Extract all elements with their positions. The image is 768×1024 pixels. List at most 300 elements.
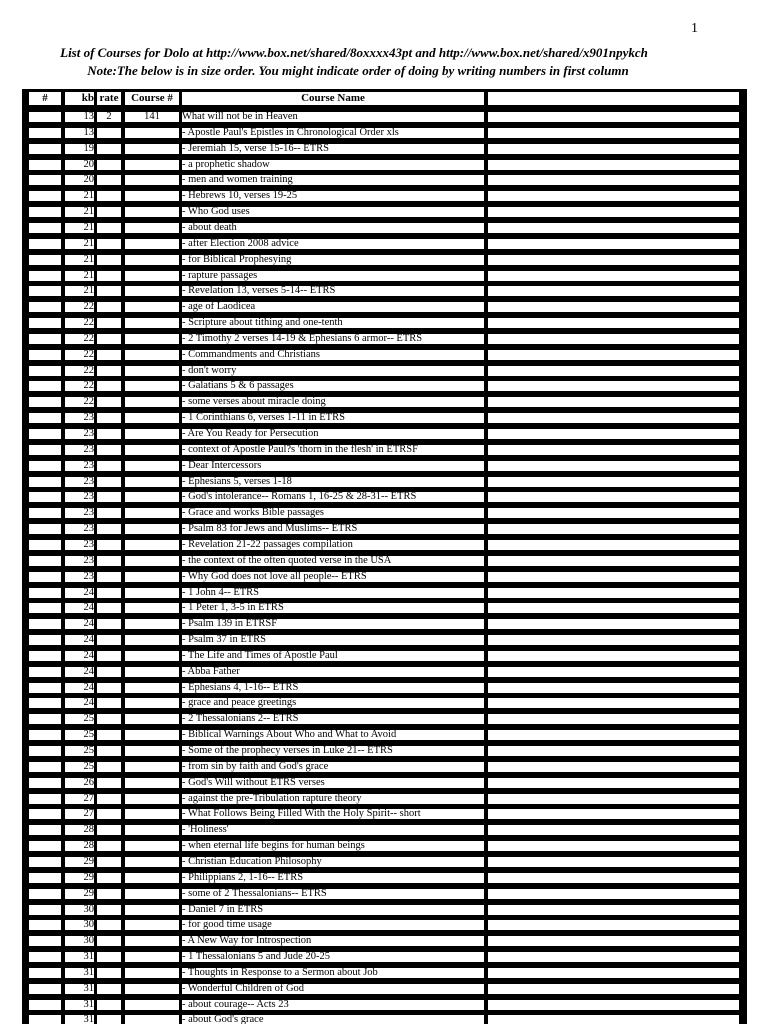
table-row xyxy=(22,331,747,347)
cell-rate xyxy=(97,651,121,661)
table-row xyxy=(22,299,747,315)
cell-rate xyxy=(97,223,121,233)
cell-kb: 22 xyxy=(65,318,94,328)
cell-kb: 21 xyxy=(65,255,94,265)
cell-course-number xyxy=(125,920,179,930)
cell-rate xyxy=(97,429,121,439)
cell-number xyxy=(29,429,61,439)
table-row xyxy=(22,854,747,870)
cell-course-name: - 1 John 4-- ETRS xyxy=(182,588,484,598)
cell-kb: 23 xyxy=(65,524,94,534)
cell-course-name: - Daniel 7 in ETRS xyxy=(182,905,484,915)
cell-notes xyxy=(488,952,739,962)
column-header-course-name: Course Name xyxy=(182,92,484,105)
column-header-kb: kb xyxy=(65,92,94,105)
cell-kb: 23 xyxy=(65,477,94,487)
cell-kb: 24 xyxy=(65,603,94,613)
cell-number xyxy=(29,714,61,724)
cell-rate xyxy=(97,762,121,772)
cell-kb: 21 xyxy=(65,207,94,217)
cell-course-name: - after Election 2008 advice xyxy=(182,239,484,249)
cell-rate xyxy=(97,366,121,376)
cell-number xyxy=(29,905,61,915)
cell-number xyxy=(29,936,61,946)
cell-notes xyxy=(488,271,739,281)
cell-course-name: - about God's grace xyxy=(182,1015,484,1024)
cell-number xyxy=(29,207,61,217)
cell-course-name: - a prophetic shadow xyxy=(182,160,484,170)
cell-course-number xyxy=(125,683,179,693)
cell-course-name: - some verses about miracle doing xyxy=(182,397,484,407)
cell-number xyxy=(29,603,61,613)
cell-notes xyxy=(488,397,739,407)
table-row xyxy=(22,759,747,775)
table-row xyxy=(22,585,747,601)
cell-course-name: - God's intolerance-- Romans 1, 16-25 & 28-31-- ETRS xyxy=(182,492,484,502)
table-row xyxy=(22,632,747,648)
cell-rate xyxy=(97,128,121,138)
table-row xyxy=(22,806,747,822)
cell-notes xyxy=(488,1015,739,1024)
cell-rate xyxy=(97,746,121,756)
cell-course-number xyxy=(125,603,179,613)
cell-course-name: - Hebrews 10, verses 19-25 xyxy=(182,191,484,201)
cell-course-number xyxy=(125,366,179,376)
cell-kb: 22 xyxy=(65,366,94,376)
cell-number xyxy=(29,572,61,582)
cell-course-name: - Jeremiah 15, verse 15-16-- ETRS xyxy=(182,144,484,154)
table-row xyxy=(22,474,747,490)
cell-kb: 22 xyxy=(65,397,94,407)
table-row xyxy=(22,315,747,331)
cell-number xyxy=(29,524,61,534)
cell-notes xyxy=(488,223,739,233)
cell-course-number xyxy=(125,207,179,217)
cell-course-number xyxy=(125,952,179,962)
cell-course-number xyxy=(125,461,179,471)
table-row xyxy=(22,141,747,157)
cell-rate xyxy=(97,286,121,296)
cell-notes xyxy=(488,619,739,629)
cell-number xyxy=(29,413,61,423)
cell-rate xyxy=(97,873,121,883)
cell-kb: 21 xyxy=(65,271,94,281)
cell-number xyxy=(29,366,61,376)
cell-kb: 23 xyxy=(65,508,94,518)
cell-number xyxy=(29,984,61,994)
cell-course-name: - against the pre-Tribulation rapture theory xyxy=(182,794,484,804)
cell-number xyxy=(29,825,61,835)
cell-course-number xyxy=(125,413,179,423)
cell-rate xyxy=(97,603,121,613)
table-row xyxy=(22,616,747,632)
table-row xyxy=(22,442,747,458)
cell-course-number xyxy=(125,794,179,804)
cell-notes xyxy=(488,334,739,344)
cell-kb: 31 xyxy=(65,952,94,962)
cell-notes xyxy=(488,366,739,376)
cell-notes xyxy=(488,556,739,566)
cell-kb: 25 xyxy=(65,746,94,756)
cell-rate xyxy=(97,778,121,788)
cell-rate xyxy=(97,667,121,677)
cell-number xyxy=(29,556,61,566)
cell-kb: 19 xyxy=(65,144,94,154)
cell-notes xyxy=(488,635,739,645)
cell-course-name: - Psalm 37 in ETRS xyxy=(182,635,484,645)
cell-number xyxy=(29,1000,61,1010)
table-row xyxy=(22,965,747,981)
cell-course-number xyxy=(125,477,179,487)
cell-course-name: - Grace and works Bible passages xyxy=(182,508,484,518)
cell-rate xyxy=(97,635,121,645)
cell-kb: 22 xyxy=(65,302,94,312)
cell-course-name: - Abba Father xyxy=(182,667,484,677)
cell-number xyxy=(29,873,61,883)
cell-course-name: - Apostle Paul's Epistles in Chronological Order xls xyxy=(182,128,484,138)
cell-course-name: - Why God does not love all people-- ETRS xyxy=(182,572,484,582)
cell-kb: 30 xyxy=(65,936,94,946)
cell-number xyxy=(29,302,61,312)
cell-course-number xyxy=(125,730,179,740)
cell-rate xyxy=(97,271,121,281)
cell-course-name: - 1 Corinthians 6, verses 1-11 in ETRS xyxy=(182,413,484,423)
cell-course-name: - some of 2 Thessalonians-- ETRS xyxy=(182,889,484,899)
cell-course-name: - Galatians 5 & 6 passages xyxy=(182,381,484,391)
cell-kb: 20 xyxy=(65,175,94,185)
cell-number xyxy=(29,698,61,708)
cell-course-number xyxy=(125,746,179,756)
cell-kb: 31 xyxy=(65,984,94,994)
cell-notes xyxy=(488,730,739,740)
cell-kb: 29 xyxy=(65,857,94,867)
table-row xyxy=(22,505,747,521)
cell-notes xyxy=(488,413,739,423)
cell-number xyxy=(29,540,61,550)
cell-notes xyxy=(488,984,739,994)
table-header-row xyxy=(22,89,747,105)
cell-course-name: - about courage-- Acts 23 xyxy=(182,1000,484,1010)
cell-notes xyxy=(488,286,739,296)
cell-notes xyxy=(488,920,739,930)
cell-course-number xyxy=(125,936,179,946)
cell-kb: 30 xyxy=(65,920,94,930)
cell-number xyxy=(29,255,61,265)
cell-rate xyxy=(97,160,121,170)
cell-notes xyxy=(488,889,739,899)
cell-course-name: - Some of the prophecy verses in Luke 21-- ETRS xyxy=(182,746,484,756)
cell-rate xyxy=(97,920,121,930)
cell-rate xyxy=(97,572,121,582)
cell-course-number xyxy=(125,302,179,312)
cell-rate xyxy=(97,698,121,708)
cell-number xyxy=(29,350,61,360)
cell-course-name: - The Life and Times of Apostle Paul xyxy=(182,651,484,661)
cell-course-name: - Scripture about tithing and one-tenth xyxy=(182,318,484,328)
cell-number xyxy=(29,667,61,677)
cell-course-number xyxy=(125,175,179,185)
cell-course-name: What will not be in Heaven xyxy=(182,112,484,122)
table-row xyxy=(22,648,747,664)
cell-course-number xyxy=(125,271,179,281)
cell-rate xyxy=(97,952,121,962)
cell-rate xyxy=(97,889,121,899)
table-row xyxy=(22,727,747,743)
cell-number xyxy=(29,651,61,661)
cell-course-number xyxy=(125,128,179,138)
cell-kb: 29 xyxy=(65,873,94,883)
table-row xyxy=(22,458,747,474)
table-row xyxy=(22,172,747,188)
cell-number xyxy=(29,968,61,978)
cell-course-number xyxy=(125,191,179,201)
cell-kb: 24 xyxy=(65,635,94,645)
table-row xyxy=(22,521,747,537)
cell-course-name: - Philippians 2, 1-16-- ETRS xyxy=(182,873,484,883)
cell-notes xyxy=(488,603,739,613)
cell-course-number xyxy=(125,381,179,391)
cell-course-name: - 2 Timothy 2 verses 14-19 & Ephesians 6 armor-- ETRS xyxy=(182,334,484,344)
cell-number xyxy=(29,920,61,930)
table-row xyxy=(22,236,747,252)
cell-course-number xyxy=(125,508,179,518)
table-row xyxy=(22,600,747,616)
table-row xyxy=(22,917,747,933)
cell-number xyxy=(29,778,61,788)
cell-course-number xyxy=(125,255,179,265)
cell-course-number xyxy=(125,350,179,360)
document-title: List of Courses for Dolo at http://www.box.net/shared/8oxxxx43pt and http://www.box.net/shared/x901npykch xyxy=(60,45,648,60)
table-row xyxy=(22,553,747,569)
cell-rate xyxy=(97,556,121,566)
table-row xyxy=(22,886,747,902)
cell-course-number xyxy=(125,445,179,455)
column-header-number: # xyxy=(29,92,61,105)
cell-course-number xyxy=(125,968,179,978)
cell-rate xyxy=(97,794,121,804)
cell-kb: 21 xyxy=(65,223,94,233)
cell-course-name: - rapture passages xyxy=(182,271,484,281)
cell-rate xyxy=(97,255,121,265)
document-note: Note:The below is in size order. You might indicate order of doing by writing numbers in first column xyxy=(87,63,629,78)
cell-course-name: - Ephesians 5, verses 1-18 xyxy=(182,477,484,487)
cell-course-number xyxy=(125,572,179,582)
cell-course-number xyxy=(125,651,179,661)
table-row xyxy=(22,188,747,204)
cell-number xyxy=(29,477,61,487)
cell-kb: 21 xyxy=(65,286,94,296)
cell-kb: 23 xyxy=(65,492,94,502)
table-row xyxy=(22,933,747,949)
cell-notes xyxy=(488,905,739,915)
cell-course-number xyxy=(125,239,179,249)
cell-number xyxy=(29,271,61,281)
cell-notes xyxy=(488,128,739,138)
cell-rate xyxy=(97,683,121,693)
table-row xyxy=(22,410,747,426)
table-row xyxy=(22,680,747,696)
cell-course-name: - Psalm 139 in ETRSF xyxy=(182,619,484,629)
cell-rate xyxy=(97,524,121,534)
table-row xyxy=(22,363,747,379)
cell-notes xyxy=(488,540,739,550)
table-row xyxy=(22,775,747,791)
cell-kb: 24 xyxy=(65,698,94,708)
table-row xyxy=(22,347,747,363)
table-row xyxy=(22,997,747,1013)
cell-kb: 23 xyxy=(65,556,94,566)
cell-course-number xyxy=(125,524,179,534)
cell-notes xyxy=(488,445,739,455)
cell-notes xyxy=(488,572,739,582)
cell-kb: 24 xyxy=(65,651,94,661)
cell-kb: 25 xyxy=(65,714,94,724)
cell-course-number xyxy=(125,540,179,550)
cell-course-name: - Revelation 13, verses 5-14-- ETRS xyxy=(182,286,484,296)
cell-number xyxy=(29,318,61,328)
table-row xyxy=(22,125,747,141)
cell-rate xyxy=(97,809,121,819)
cell-rate xyxy=(97,461,121,471)
table-row xyxy=(22,157,747,173)
table-row xyxy=(22,870,747,886)
cell-rate xyxy=(97,968,121,978)
table-row xyxy=(22,268,747,284)
cell-course-name: - 2 Thessalonians 2-- ETRS xyxy=(182,714,484,724)
table-row xyxy=(22,711,747,727)
table-row xyxy=(22,902,747,918)
cell-notes xyxy=(488,857,739,867)
table-row xyxy=(22,981,747,997)
cell-rate xyxy=(97,334,121,344)
cell-number xyxy=(29,683,61,693)
cell-kb: 27 xyxy=(65,809,94,819)
cell-course-name: - for Biblical Prophesying xyxy=(182,255,484,265)
cell-kb: 23 xyxy=(65,429,94,439)
cell-course-number xyxy=(125,889,179,899)
cell-kb: 24 xyxy=(65,667,94,677)
table-row xyxy=(22,394,747,410)
cell-kb: 22 xyxy=(65,381,94,391)
cell-rate xyxy=(97,207,121,217)
cell-number xyxy=(29,397,61,407)
cell-kb: 27 xyxy=(65,794,94,804)
cell-course-name: - context of Apostle Paul?s 'thorn in the flesh' in ETRSF xyxy=(182,445,484,455)
cell-kb: 30 xyxy=(65,905,94,915)
table-row xyxy=(22,220,747,236)
cell-number xyxy=(29,445,61,455)
table-row xyxy=(22,664,747,680)
cell-course-number xyxy=(125,778,179,788)
cell-notes xyxy=(488,714,739,724)
cell-notes xyxy=(488,302,739,312)
cell-course-number xyxy=(125,334,179,344)
cell-rate xyxy=(97,984,121,994)
table-row xyxy=(22,791,747,807)
cell-course-number xyxy=(125,318,179,328)
cell-rate xyxy=(97,381,121,391)
cell-number xyxy=(29,461,61,471)
cell-kb: 26 xyxy=(65,778,94,788)
table-row xyxy=(22,743,747,759)
cell-rate xyxy=(97,144,121,154)
cell-rate xyxy=(97,318,121,328)
cell-number xyxy=(29,889,61,899)
cell-course-name: - don't worry xyxy=(182,366,484,376)
cell-course-name: - Thoughts in Response to a Sermon about Job xyxy=(182,968,484,978)
cell-number xyxy=(29,730,61,740)
column-header-notes xyxy=(488,92,739,105)
cell-kb: 24 xyxy=(65,619,94,629)
cell-kb: 23 xyxy=(65,413,94,423)
cell-notes xyxy=(488,207,739,217)
cell-rate xyxy=(97,540,121,550)
cell-course-number xyxy=(125,698,179,708)
cell-course-number xyxy=(125,1000,179,1010)
cell-course-name: - about death xyxy=(182,223,484,233)
cell-course-name: - Christian Education Philosophy xyxy=(182,857,484,867)
cell-course-number xyxy=(125,825,179,835)
cell-kb: 29 xyxy=(65,889,94,899)
cell-course-number xyxy=(125,857,179,867)
cell-kb: 23 xyxy=(65,540,94,550)
cell-kb: 23 xyxy=(65,445,94,455)
cell-notes xyxy=(488,461,739,471)
cell-number xyxy=(29,112,61,122)
cell-rate xyxy=(97,825,121,835)
cell-rate xyxy=(97,1015,121,1024)
cell-rate xyxy=(97,730,121,740)
cell-notes xyxy=(488,175,739,185)
cell-number xyxy=(29,952,61,962)
cell-kb: 21 xyxy=(65,239,94,249)
cell-course-name: - Psalm 83 for Jews and Muslims-- ETRS xyxy=(182,524,484,534)
cell-number xyxy=(29,381,61,391)
cell-notes xyxy=(488,112,739,122)
cell-number xyxy=(29,1015,61,1024)
cell-kb: 13 xyxy=(65,128,94,138)
page-number: 1 xyxy=(691,21,698,36)
table-row xyxy=(22,822,747,838)
cell-notes xyxy=(488,239,739,249)
cell-notes xyxy=(488,350,739,360)
cell-kb: 21 xyxy=(65,191,94,201)
cell-number xyxy=(29,144,61,154)
cell-course-name: - God's Will without ETRS verses xyxy=(182,778,484,788)
cell-course-number xyxy=(125,160,179,170)
cell-number xyxy=(29,508,61,518)
cell-notes xyxy=(488,429,739,439)
table-row xyxy=(22,204,747,220)
cell-number xyxy=(29,841,61,851)
cell-notes xyxy=(488,524,739,534)
cell-rate xyxy=(97,588,121,598)
cell-number xyxy=(29,588,61,598)
table-row xyxy=(22,283,747,299)
cell-notes xyxy=(488,1000,739,1010)
cell-notes xyxy=(488,794,739,804)
table-row xyxy=(22,1012,747,1024)
cell-course-number xyxy=(125,762,179,772)
cell-notes xyxy=(488,683,739,693)
cell-notes xyxy=(488,809,739,819)
cell-number xyxy=(29,809,61,819)
course-table xyxy=(22,89,747,1024)
cell-rate xyxy=(97,175,121,185)
cell-kb: 31 xyxy=(65,968,94,978)
cell-rate xyxy=(97,857,121,867)
cell-course-number xyxy=(125,667,179,677)
